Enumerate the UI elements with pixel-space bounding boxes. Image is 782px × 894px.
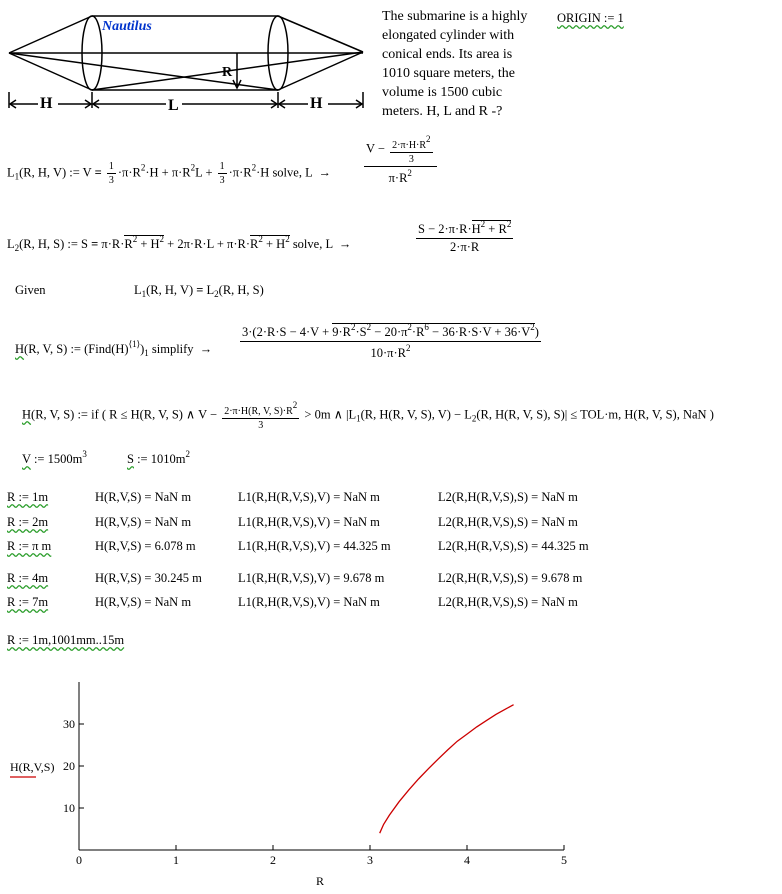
y-tick-label: 20	[63, 759, 75, 773]
l1-result: V − $\frac{2\cdot\pi\cdot H\cdot R^2}{3}$ $\pi\cdot R^2$	[362, 134, 439, 186]
row-h-value: H(R,V,S) = NaN m	[95, 595, 192, 609]
row-r-assign[interactable]: R := 2m	[7, 515, 49, 529]
problem-description: The submarine is a highly elongated cylinder with conical ends. Its area is 1010 square meters, the volume is 1500 cubic meters. H, L and R -?	[382, 9, 528, 119]
l1-definition[interactable]: $L_1(R$, H, V) := V = $\frac{1}{3}$ $\cdot\pi\cdot R^2\cdot H + \pi\cdot R^2L$ + $\frac{1}{3}$ $\cdot\pi\cdot R^2\cdot H$ solve, L →	[7, 161, 331, 186]
x-tick-label: 0	[76, 853, 82, 867]
row-l2-value: L2(R,H(R,V,S),S) = NaN m	[438, 595, 578, 609]
nautilus-logo-text: Nautilus	[102, 19, 152, 34]
y-tick-label: 30	[63, 717, 75, 731]
row-r-assign[interactable]: R := π m	[7, 539, 52, 553]
row-r-assign[interactable]: R := 1m	[7, 490, 49, 504]
row-r-assign[interactable]: R := 7m	[7, 595, 49, 609]
row-r-assign[interactable]: R := 4m	[7, 571, 49, 585]
row-h-value: H(R,V,S) = NaN m	[95, 490, 192, 504]
range-definition[interactable]: R := 1m,1001mm..15m	[7, 633, 125, 647]
x-tick-label: 5	[561, 853, 567, 867]
h-find-definition[interactable]: H(R, V, S) := $(Find(H)^{⟨1⟩})_1$ simplify →	[15, 339, 213, 358]
given-keyword: Given	[15, 283, 46, 297]
row-l1-value: L1(R,H(R,V,S),V) = 44.325 m	[238, 539, 391, 553]
volume-definition[interactable]: V := $1500m^3$	[22, 449, 87, 466]
y-axis-label: H(R,V,S)	[10, 760, 55, 774]
given-equation[interactable]: $L_1(R$, H, $V) = L_2(R$, H, S)	[134, 283, 264, 299]
row-l1-value: L1(R,H(R,V,S),V) = NaN m	[238, 515, 380, 529]
h-right-label: H	[310, 95, 323, 112]
h-find-result: $\frac{3\cdot(2\cdot R\cdot S - 4\cdot V + 9\cdot R^2\cdot S^2 - 20\cdot\pi^2\cdot R^6 - 36\cdot R\cdot S\cdot V + 36\cdot V^2)}{10\cdot\pi\cdot R^2}$	[242, 322, 539, 360]
x-tick-label: 2	[270, 853, 276, 867]
y-tick-label: 10	[63, 801, 75, 815]
x-tick-label: 1	[173, 853, 179, 867]
row-l2-value: L2(R,H(R,V,S),S) = 9.678 m	[438, 571, 583, 585]
radius-label: R	[222, 65, 233, 80]
h-if-definition[interactable]: H(R, V, S) := if ( R ≤ H(R, V, S) ∧ V − $\frac{2\cdot\pi\cdot H(R, V, S)\cdot R^2}{3}$ > 0m ∧ $|L_1(R$, H(R, V, S), $V) - L_2(R$, H(R, V, S), S)| ≤ TOL·m, H(R, V, S), NaN )	[22, 400, 714, 431]
row-l2-value: L2(R,H(R,V,S),S) = NaN m	[438, 515, 578, 529]
row-h-value: H(R,V,S) = NaN m	[95, 515, 192, 529]
row-l2-value: L2(R,H(R,V,S),S) = NaN m	[438, 490, 578, 504]
area-definition[interactable]: S := $1010m^2$	[127, 449, 190, 466]
origin-setting[interactable]: ORIGIN := 1	[557, 11, 624, 25]
l2-definition[interactable]: $L_2(R$, H, S) := $S = \pi\cdot R\cdot R^2 + H^2 + 2\pi\cdot R\cdot L + \pi\cdot R\cdot R^2 + H^2$ solve, L →	[7, 234, 352, 253]
submarine-diagram	[0, 0, 375, 118]
row-h-value: H(R,V,S) = 30.245 m	[95, 571, 202, 585]
h-vs-r-chart[interactable]	[0, 670, 600, 892]
h-left-label: H	[40, 95, 53, 112]
x-tick-label: 4	[464, 853, 470, 867]
h-series-line	[380, 705, 514, 834]
row-l1-value: L1(R,H(R,V,S),V) = 9.678 m	[238, 571, 385, 585]
row-l2-value: L2(R,H(R,V,S),S) = 44.325 m	[438, 539, 589, 553]
l2-result: $\frac{S - 2\cdot\pi\cdot R\cdot H^2 + R^2}{2\cdot\pi\cdot R}$	[418, 219, 512, 254]
x-axis-label: R	[316, 874, 325, 888]
row-l1-value: L1(R,H(R,V,S),V) = NaN m	[238, 595, 380, 609]
l-label: L	[168, 97, 179, 114]
x-tick-label: 3	[367, 853, 373, 867]
row-h-value: H(R,V,S) = 6.078 m	[95, 539, 196, 553]
row-l1-value: L1(R,H(R,V,S),V) = NaN m	[238, 490, 380, 504]
